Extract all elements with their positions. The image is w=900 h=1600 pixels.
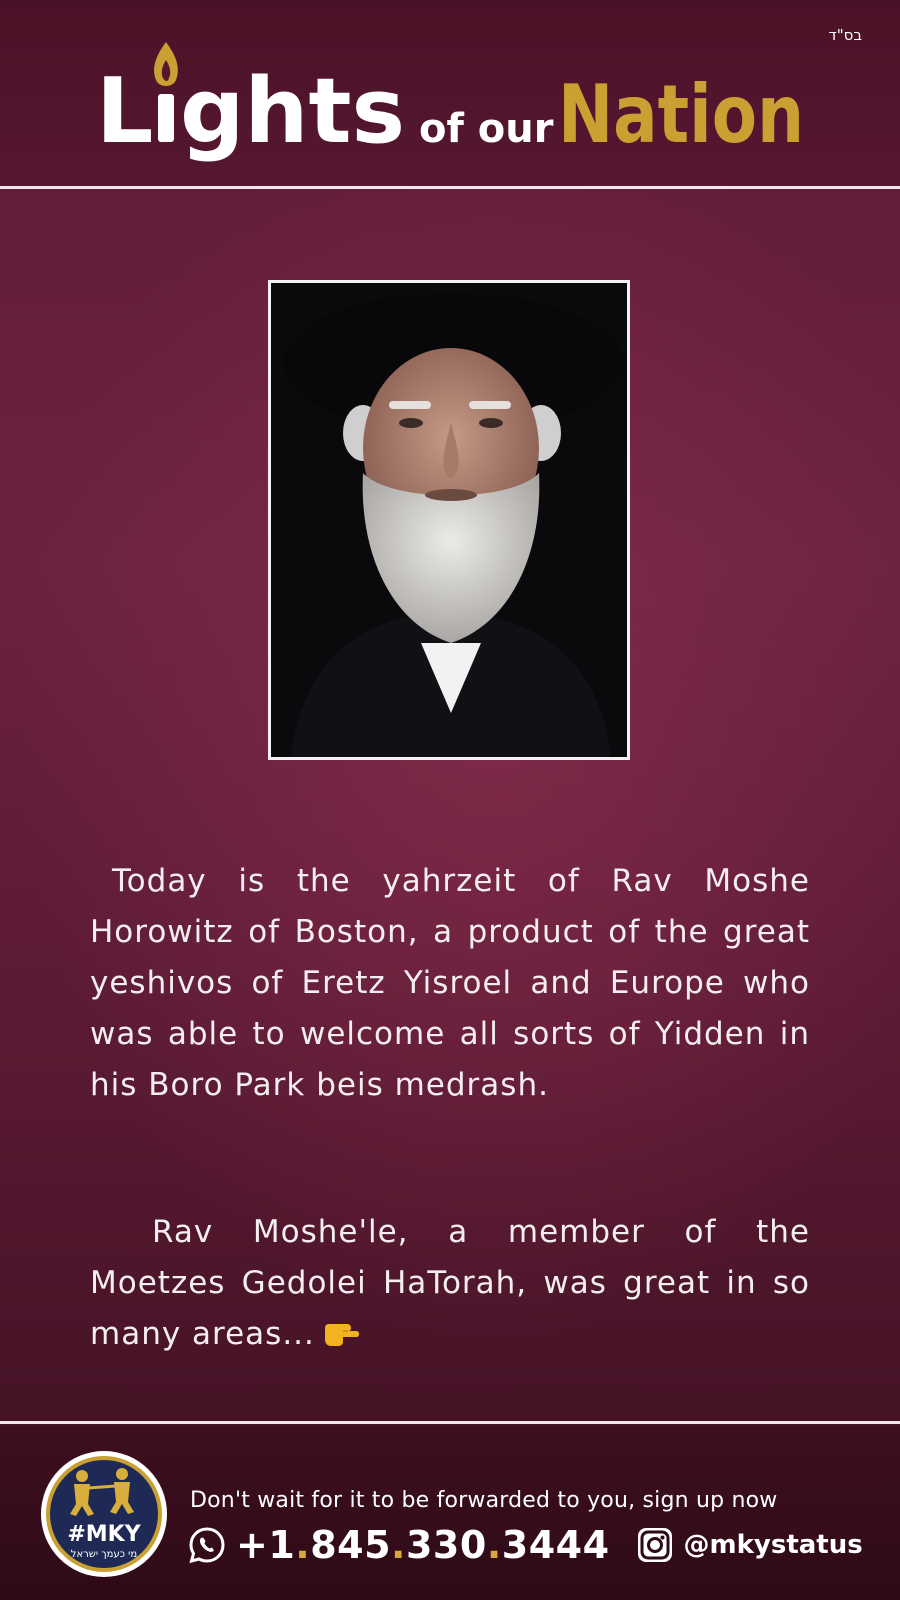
whatsapp-icon[interactable] bbox=[188, 1526, 226, 1564]
logo-letter-l: L bbox=[96, 59, 154, 164]
body-paragraph-1: Today is the yahrzeit of Rav Moshe Horowitz of Boston, a product of the great yeshivos of Eretz Yisroel and Europe who was able to welcome all sorts of Yidden in his Boro Park beis medrash. bbox=[90, 863, 810, 1103]
contact-row bbox=[188, 1522, 863, 1568]
candle-flame-icon bbox=[154, 42, 178, 86]
logo-word-lights: ghts bbox=[180, 59, 406, 164]
badge-sub-text: מי כעמך ישראל bbox=[70, 1549, 138, 1560]
pointing-hand-icon bbox=[323, 1320, 359, 1346]
logo-i-stem bbox=[158, 94, 174, 142]
body-paragraph-2-text: Rav Moshe'le, a member of the Moetzes Gedolei HaTorah, was great in so many areas... bbox=[90, 1214, 810, 1352]
footer-divider bbox=[0, 1421, 900, 1424]
logo-word-nation: Nation bbox=[558, 68, 804, 161]
logo bbox=[96, 42, 806, 177]
phone-part: +1 bbox=[236, 1523, 296, 1567]
header-divider bbox=[0, 186, 900, 189]
phone-number[interactable] bbox=[236, 1523, 610, 1567]
portrait-photo bbox=[268, 280, 630, 760]
phone-part: 330 bbox=[405, 1523, 487, 1567]
phone-dot: . bbox=[295, 1523, 311, 1567]
phone-part: 845 bbox=[310, 1523, 392, 1567]
signup-cta: Don't wait for it to be forwarded to you, sign up now bbox=[190, 1488, 778, 1513]
header bbox=[0, 0, 900, 186]
phone-dot: . bbox=[486, 1523, 502, 1567]
logo-word-of-our: of our bbox=[419, 106, 554, 152]
phone-part: 3444 bbox=[501, 1523, 610, 1567]
instagram-handle[interactable]: @mkystatus bbox=[683, 1530, 863, 1560]
phone-dot: . bbox=[391, 1523, 406, 1567]
portrait-illustration bbox=[271, 283, 627, 757]
body-paragraph-2 bbox=[90, 1207, 810, 1360]
bsd-mark: בס"ד bbox=[828, 26, 862, 44]
instagram-icon[interactable] bbox=[636, 1526, 674, 1564]
badge-main-text: #MKY bbox=[67, 1522, 141, 1547]
mky-badge bbox=[38, 1448, 170, 1580]
